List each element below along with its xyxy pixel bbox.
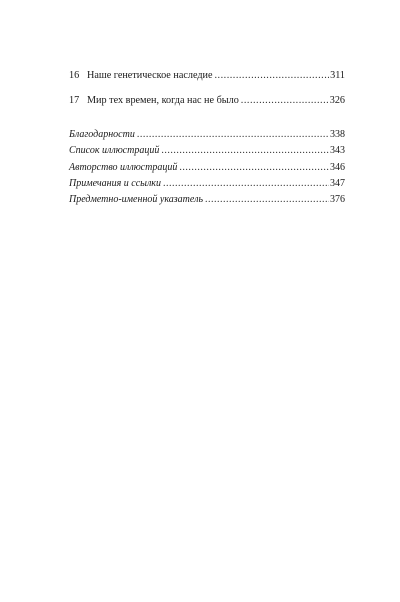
dot-leader (161, 145, 329, 156)
dot-leader (205, 194, 329, 205)
page-number: 326 (329, 95, 345, 106)
page-number: 376 (330, 194, 345, 206)
chapter-number: 17 (69, 95, 80, 106)
toc-entry-chapter-17[interactable] (69, 95, 345, 108)
page-number: 338 (330, 129, 345, 140)
chapter-title: Наше генетическое наследие (87, 70, 213, 81)
chapter-number: 16 (69, 70, 80, 81)
dot-leader (179, 162, 329, 173)
entry-title: Предметно-именной указатель (69, 194, 204, 206)
dot-leader (163, 178, 329, 189)
page-number: 311 (330, 70, 345, 81)
entry-title: Благодарности (69, 129, 135, 140)
chapter-title: Мир тех времен, когда нас не было (87, 95, 239, 106)
dot-leader (215, 70, 330, 81)
entry-title: Примечания и ссылки (69, 177, 161, 189)
page-number: 343 (330, 145, 345, 157)
dot-leader (137, 129, 329, 140)
entry-title: Список иллюстраций (69, 145, 160, 157)
page-number: 346 (330, 161, 345, 173)
toc-entry-index[interactable] (69, 194, 345, 206)
toc-entry-acknowledgements[interactable] (69, 129, 345, 141)
page-number: 347 (330, 177, 345, 189)
toc-back-matter (69, 129, 345, 210)
entry-title: Авторство иллюстраций (69, 161, 178, 173)
toc-entry-chapter-16[interactable] (69, 70, 345, 83)
toc-chapters (69, 70, 345, 120)
dot-leader (241, 95, 329, 106)
toc-entry-notes-and-references[interactable] (69, 178, 345, 190)
toc-entry-list-of-illustrations[interactable] (69, 145, 345, 157)
toc-entry-illustration-credits[interactable] (69, 162, 345, 174)
